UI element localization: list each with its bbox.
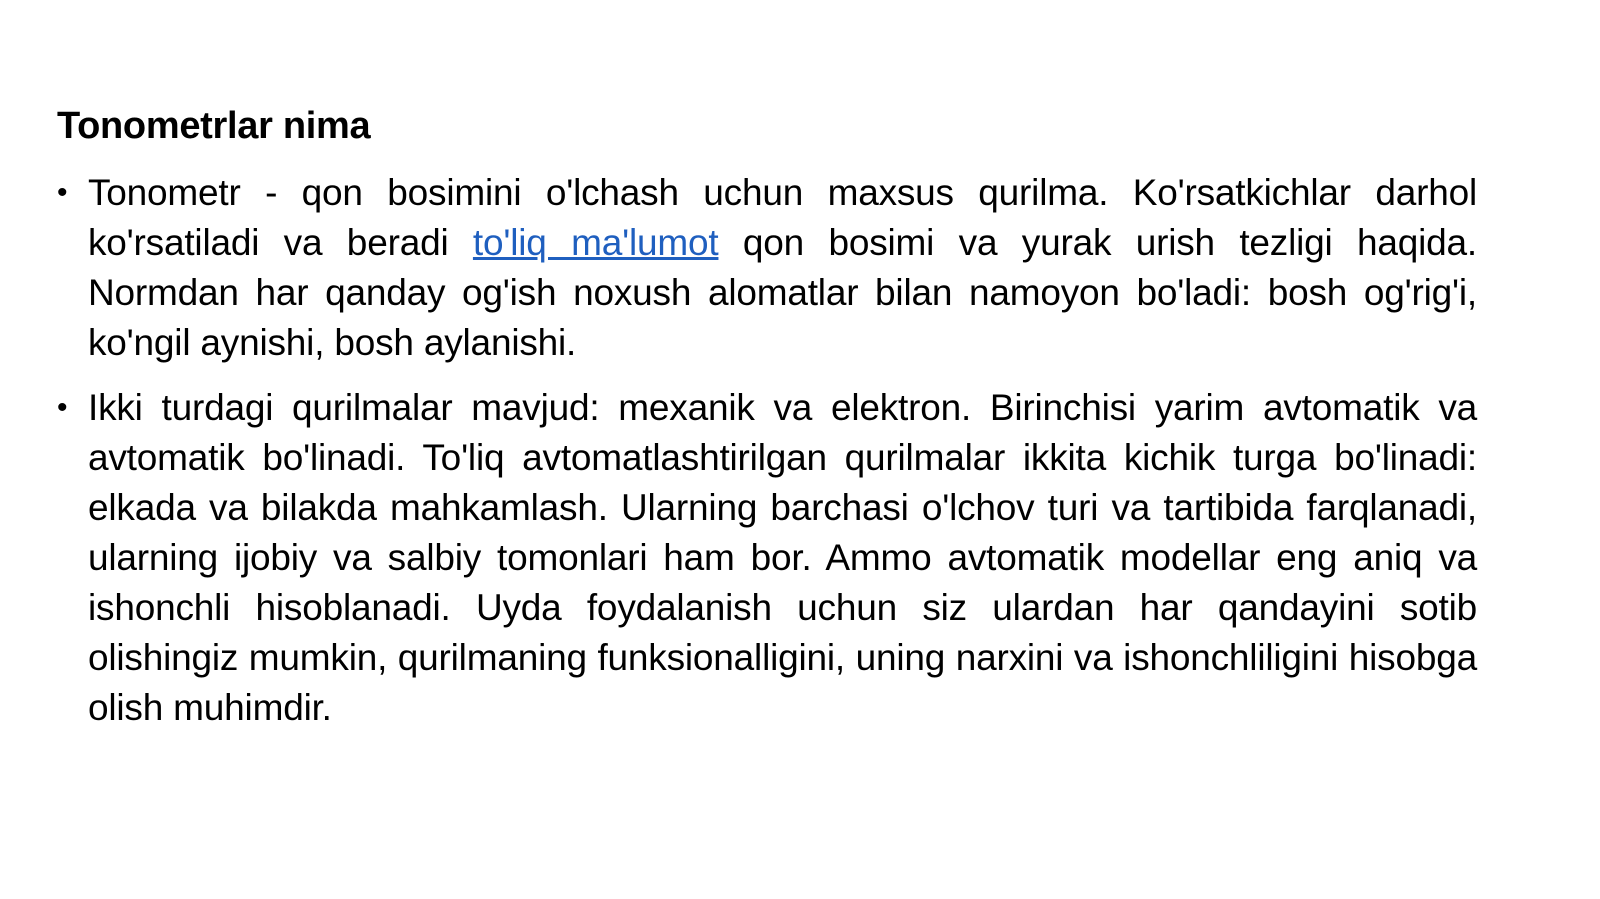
full-info-link[interactable]: to'liq ma'lumot <box>472 222 719 263</box>
bullet-marker: • <box>57 176 68 209</box>
bullet-marker: • <box>57 391 68 424</box>
bullet-item-device-types <box>57 383 1477 733</box>
bullet-item-tonometr-definition <box>57 168 1477 368</box>
slide-title: Tonometrlar nima <box>57 105 371 147</box>
bullet-text-before-link: Tonometr - qon bosimini o'lchash uchun maxsus qurilma. Ko'rsatkichlar darhol ko'rsatiladi va beradi <box>88 172 1477 263</box>
bullet-list <box>57 168 1477 748</box>
bullet-text-after-link: qon bosimi va yurak urish tezligi haqida. Normdan har qanday og'ish noxush alomatlar bilan namoyon bo'ladi: bosh og'rig'i, ko'ngil aynishi, bosh aylanishi. <box>88 222 1477 363</box>
bullet-text: Ikki turdagi qurilmalar mavjud: mexanik va elektron. Birinchisi yarim avtomatik va avtomatik bo'linadi. To'liq avtomatlashtirilgan qurilmalar ikkita kichik turga bo'linadi: elkada va bilakda mahkamlash. Ularning barchasi o'lchov turi va tartibida farqlanadi, ularning ijobiy va salbiy tomonlari ham bor. Ammo avtomatik modellar eng aniq va ishonchli hisoblanadi. Uyda foydalanish uchun siz ulardan har qandayini sotib olishingiz mumkin, qurilmaning funksionalligini, uning narxini va ishonchliligini hisobga olish muhimdir. <box>88 387 1477 728</box>
